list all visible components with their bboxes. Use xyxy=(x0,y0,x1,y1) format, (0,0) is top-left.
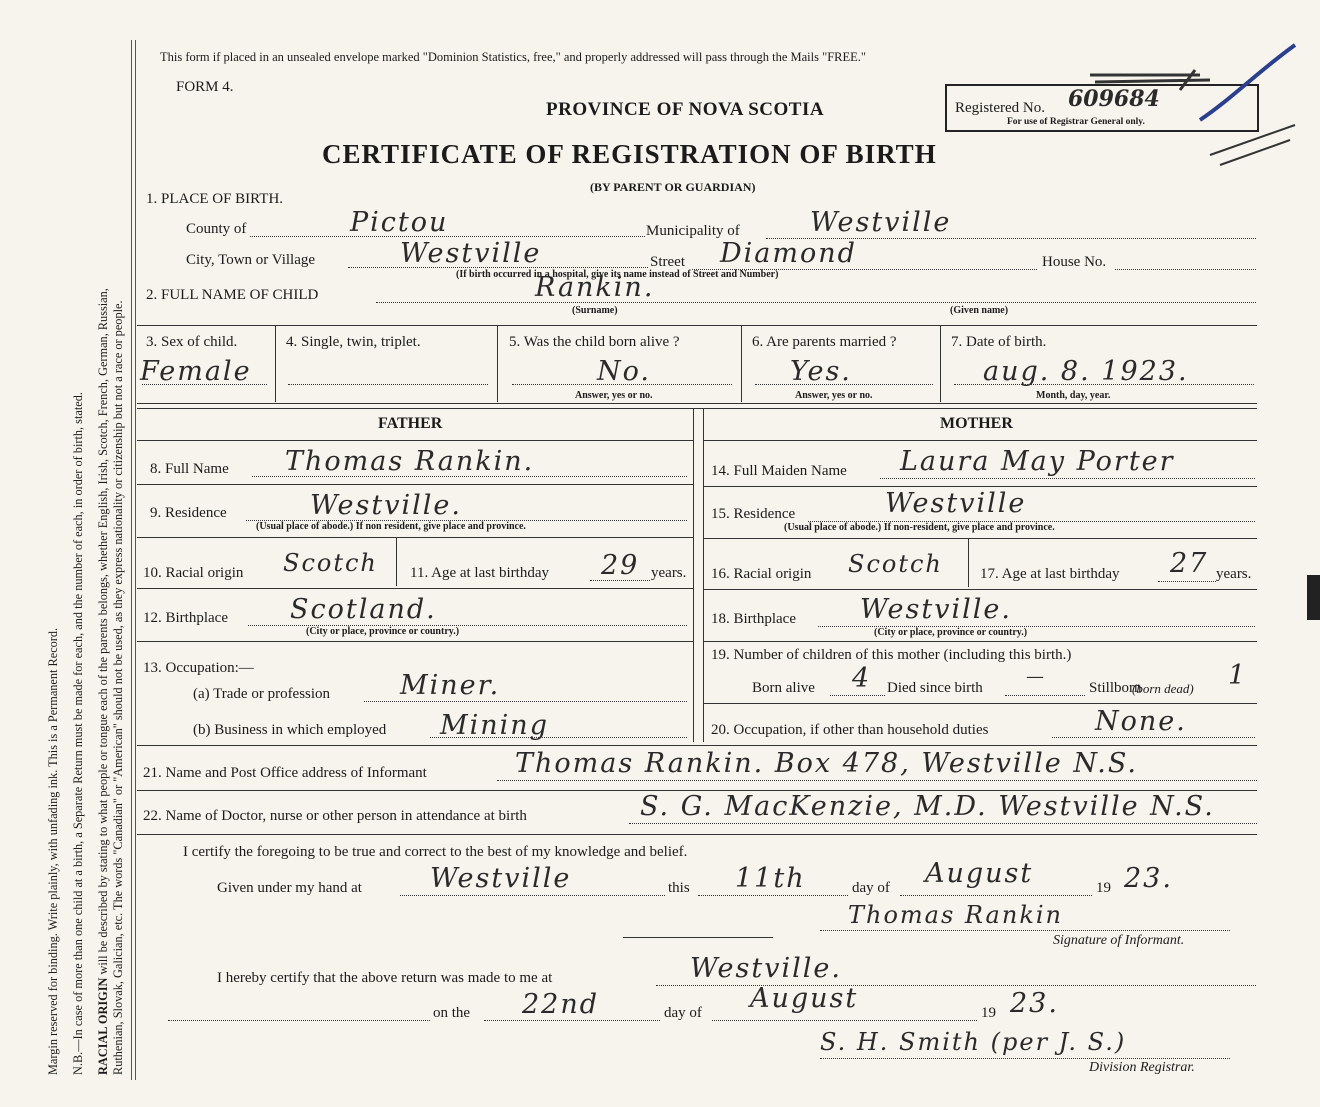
given-year-prefix: 19 xyxy=(1096,880,1111,896)
registrar-signature-line xyxy=(820,1058,1230,1059)
margin-note-racial-origin: RACIAL ORIGIN will be described by stating to what people or tongue each of the parents belongs, whether English, Irish, Scotch, French, German, Russian, xyxy=(96,288,110,1075)
rule-parents-head-m xyxy=(703,440,1257,441)
occupation-label: 13. Occupation:— xyxy=(143,660,254,676)
registrar-signature-caption: Division Registrar. xyxy=(1089,1060,1195,1075)
rule-m1 xyxy=(703,486,1257,487)
father-birthplace-caption: (City or place, province or country.) xyxy=(306,626,460,637)
father-age-label: 11. Age at last birthday xyxy=(410,565,549,581)
given-day-value: 11th xyxy=(735,863,806,894)
informant-signature-caption: Signature of Informant. xyxy=(1053,933,1185,948)
city-label: City, Town or Village xyxy=(186,252,316,268)
rule-row3-v4 xyxy=(940,326,941,402)
mother-birthplace-value: Westville. xyxy=(860,594,1012,625)
doctor-label: 22. Name of Doctor, nurse or other person in attendance at birth xyxy=(143,808,527,824)
registrar-statement: I hereby certify that the above return was made to me at xyxy=(217,970,553,986)
born-alive-count-value: 4 xyxy=(852,663,872,694)
given-month-value: August xyxy=(925,858,1034,889)
father-years-label: years. xyxy=(651,565,687,581)
born-alive-line xyxy=(512,384,732,385)
mother-occupation-line xyxy=(1052,737,1255,738)
stillborn-note: (born dead) xyxy=(1132,681,1194,696)
born-alive-label: 5. Was the child born alive ? xyxy=(509,334,680,350)
registered-label: Registered No. xyxy=(955,100,1045,116)
parents-married-line xyxy=(755,384,933,385)
registrar-signature: S. H. Smith (per J. S.) xyxy=(820,1028,1127,1056)
rule-parents-divider xyxy=(693,409,694,742)
given-month-line xyxy=(900,895,1092,896)
margin-rule xyxy=(131,40,132,1080)
margin-note-racial-origin-cont: Ruthenian, Slovak, Galician, etc. The words "Canadian" or "American" should not be used, as they express nationality or citizenship but not a race or people. xyxy=(111,300,125,1075)
rule-f4 xyxy=(137,641,693,642)
certificate-subtitle: (BY PARENT OR GUARDIAN) xyxy=(590,180,756,194)
parents-married-value: Yes. xyxy=(790,356,852,387)
child-name-label: 2. FULL NAME OF CHILD xyxy=(146,287,319,303)
registrar-dayof-label: day of xyxy=(664,1005,702,1021)
street-value: Diamond xyxy=(720,238,857,269)
mother-heading: MOTHER xyxy=(940,415,1013,432)
house-label: House No. xyxy=(1042,254,1107,270)
rule-f2 xyxy=(137,537,693,538)
children-count-label: 19. Number of children of this mother (including this birth.) xyxy=(711,647,1072,663)
rule-row3-v1 xyxy=(275,326,276,402)
this-label: this xyxy=(668,880,690,896)
rule-row3-bottom xyxy=(137,403,1257,404)
municipality-value: Westville xyxy=(810,207,952,238)
born-alive-caption: Answer, yes or no. xyxy=(575,390,653,401)
registrar-year-value: 23. xyxy=(1010,988,1059,1019)
registrar-place-line xyxy=(656,985,1256,986)
informant-line xyxy=(497,780,1257,781)
rule-parents-top xyxy=(137,408,1257,409)
mother-occupation-label: 20. Occupation, if other than household duties xyxy=(711,722,989,738)
father-age-value: 29 xyxy=(601,550,640,581)
child-surname: Rankin. xyxy=(535,272,655,303)
given-under-label: Given under my hand at xyxy=(217,880,362,896)
informant-label: 21. Name and Post Office address of Informant xyxy=(143,765,427,781)
rule-m2 xyxy=(703,538,1257,539)
margin-rule-2 xyxy=(135,40,136,1080)
rule-row3-top xyxy=(137,325,1257,326)
father-residence-value: Westville. xyxy=(310,490,462,521)
father-birthplace-label: 12. Birthplace xyxy=(143,610,228,626)
rule-m-race-v xyxy=(968,539,969,587)
born-alive-value: No. xyxy=(597,356,651,387)
rule-informant-top xyxy=(137,745,1257,746)
informant-signature-line xyxy=(820,930,1230,931)
rule-certify-separator xyxy=(623,937,773,938)
mother-age-line xyxy=(1158,581,1216,582)
registrar-date-lead xyxy=(168,1020,430,1021)
died-count-line xyxy=(1005,695,1085,696)
single-twin-line xyxy=(288,384,488,385)
mother-name-label: 14. Full Maiden Name xyxy=(711,463,847,479)
certify-statement: I certify the foregoing to be true and correct to the best of my knowledge and belief. xyxy=(183,844,688,860)
onthe-label: on the xyxy=(433,1005,471,1021)
registrar-day-line xyxy=(484,1020,660,1021)
registrar-year-prefix: 19 xyxy=(981,1005,996,1021)
mother-age-label: 17. Age at last birthday xyxy=(980,566,1120,582)
rule-f-race-v xyxy=(396,538,397,586)
given-caption: (Given name) xyxy=(950,305,1009,316)
house-line xyxy=(1115,269,1256,270)
rule-m4 xyxy=(703,641,1257,642)
child-name-line xyxy=(376,302,1256,303)
margin-note-multiple-births: N.B.—In case of more than one child at a birth, a Separate Return must be made for each, and the number of each, in order of birth, stated. xyxy=(71,392,85,1075)
rule-m3 xyxy=(703,589,1257,590)
informant-signature: Thomas Rankin xyxy=(848,901,1063,929)
binding-tab-icon xyxy=(1307,575,1320,620)
sex-value: Female xyxy=(140,356,252,387)
parents-married-label: 6. Are parents married ? xyxy=(752,334,897,350)
doctor-line xyxy=(629,823,1257,824)
registrar-day-value: 22nd xyxy=(522,989,600,1020)
province-title: PROVINCE OF NOVA SCOTIA xyxy=(546,99,825,120)
mail-notice: This form if placed in an unsealed envelope marked "Dominion Statistics, free," and properly addressed will pass through the Mails "FREE." xyxy=(160,50,867,64)
born-alive-count-line xyxy=(830,695,885,696)
informant-value: Thomas Rankin. Box 478, Westville N.S. xyxy=(515,748,1138,779)
father-birthplace-value: Scotland. xyxy=(290,594,437,625)
rule-f3 xyxy=(137,588,693,589)
rule-parents-divider-2 xyxy=(703,409,704,742)
registrar-month-line xyxy=(712,1020,977,1021)
registered-number: 609684 xyxy=(1068,86,1160,112)
mother-age-value: 27 xyxy=(1170,548,1209,579)
certificate-title: CERTIFICATE OF REGISTRATION OF BIRTH xyxy=(322,139,937,169)
mother-name-line xyxy=(880,478,1255,479)
margin-note-binding: Margin reserved for binding. Write plainly, with unfading ink. This is a Permanent Record. xyxy=(46,627,60,1075)
mother-birthplace-label: 18. Birthplace xyxy=(711,611,796,627)
surname-caption: (Surname) xyxy=(572,305,618,316)
rule-m5 xyxy=(703,703,1257,704)
mother-residence-label: 15. Residence xyxy=(711,506,796,522)
dob-line xyxy=(954,384,1254,385)
rule-f1 xyxy=(137,484,693,485)
died-count-value: — xyxy=(1026,666,1046,687)
mother-birthplace-caption: (City or place, province or country.) xyxy=(874,627,1028,638)
municipality-label: Municipality of xyxy=(646,223,740,239)
form-number: FORM 4. xyxy=(176,79,234,95)
parents-married-caption: Answer, yes or no. xyxy=(795,390,873,401)
father-residence-label: 9. Residence xyxy=(150,505,227,521)
father-residence-caption: (Usual place of abode.) If non resident, give place and province. xyxy=(256,521,526,532)
registrar-month-value: August xyxy=(750,983,859,1014)
mother-residence-caption: (Usual place of abode.) If non-resident, give place and province. xyxy=(784,522,1055,533)
registrar-place-value: Westville. xyxy=(690,953,842,984)
rule-doctor-bottom xyxy=(137,834,1257,835)
street-label: Street xyxy=(650,254,685,270)
dob-value: aug. 8. 1923. xyxy=(983,356,1189,387)
dob-label: 7. Date of birth. xyxy=(951,334,1047,350)
rule-parents-head xyxy=(137,440,693,441)
mother-race-value: Scotch xyxy=(848,550,943,578)
mother-years-label: years. xyxy=(1216,566,1252,582)
doctor-value: S. G. MacKenzie, M.D. Westville N.S. xyxy=(640,791,1215,822)
place-heading: 1. PLACE OF BIRTH. xyxy=(146,191,284,207)
father-race-label: 10. Racial origin xyxy=(143,565,244,581)
dob-caption: Month, day, year. xyxy=(1036,390,1111,401)
county-value: Pictou xyxy=(350,207,449,238)
business-label: (b) Business in which employed xyxy=(193,722,387,738)
mother-residence-value: Westville xyxy=(885,488,1027,519)
trade-line xyxy=(364,701,687,702)
pen-scribble-icon xyxy=(1080,30,1310,190)
county-label: County of xyxy=(186,221,247,237)
registrar-note: For use of Registrar General only. xyxy=(1007,117,1145,127)
mother-occupation-value: None. xyxy=(1095,706,1187,737)
sex-label: 3. Sex of child. xyxy=(146,334,238,350)
rule-row3-v3 xyxy=(741,326,742,402)
single-twin-label: 4. Single, twin, triplet. xyxy=(286,334,421,350)
trade-label: (a) Trade or profession xyxy=(193,686,331,702)
given-dayof-label: day of xyxy=(852,880,890,896)
business-value: Mining xyxy=(440,710,549,741)
father-name-label: 8. Full Name xyxy=(150,461,229,477)
given-day-line xyxy=(698,895,848,896)
given-place-value: Westville xyxy=(430,863,572,894)
stillborn-count-label: Stillborn xyxy=(1089,680,1142,696)
mother-race-label: 16. Racial origin xyxy=(711,566,812,582)
died-count-label: Died since birth xyxy=(887,680,983,696)
stillborn-count-value: 1 xyxy=(1228,660,1248,691)
born-alive-count-label: Born alive xyxy=(752,680,815,696)
given-year-value: 23. xyxy=(1124,863,1173,894)
father-heading: FATHER xyxy=(378,415,443,432)
trade-value: Miner. xyxy=(400,670,501,701)
city-value: Westville xyxy=(400,238,542,269)
father-race-value: Scotch xyxy=(283,549,378,577)
hospital-note: (If birth occurred in a hospital, give its name instead of Street and Number) xyxy=(456,269,779,280)
father-name-value: Thomas Rankin. xyxy=(285,446,535,477)
given-place-line xyxy=(400,895,665,896)
mother-name-value: Laura May Porter xyxy=(900,446,1175,477)
sex-line xyxy=(142,384,267,385)
rule-row3-v2 xyxy=(497,326,498,402)
